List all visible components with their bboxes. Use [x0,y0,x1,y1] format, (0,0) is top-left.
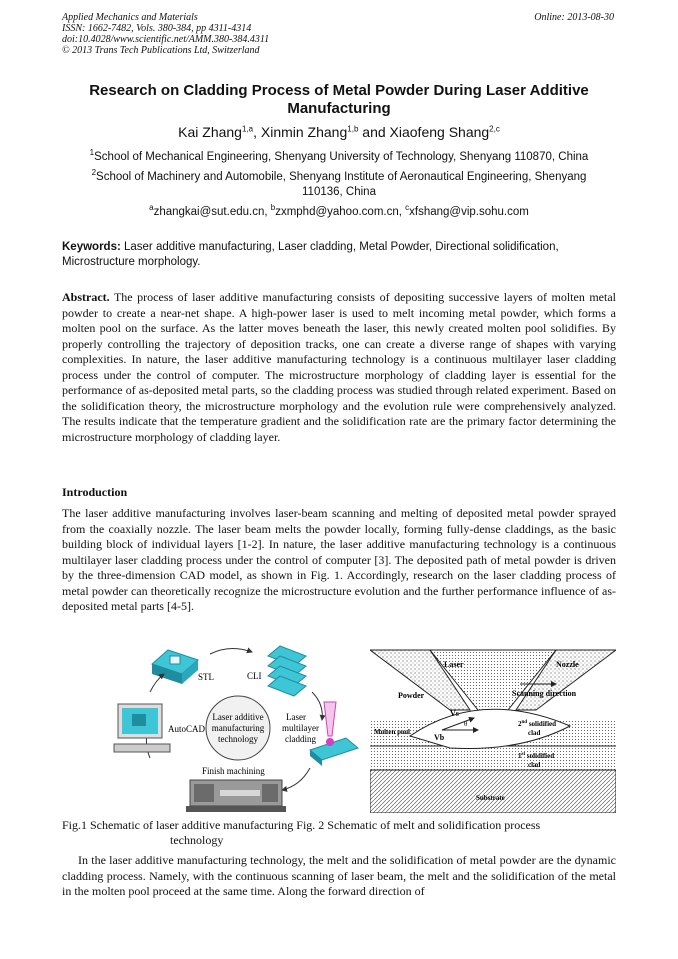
affiliation-text: School of Mechanical Engineering, Shenyang University of Technology, Shenyang 110870, China [94,151,589,163]
theta-label: θ [464,720,468,728]
vs-label: Vs [450,709,459,718]
center-label-line-3: technology [218,734,258,744]
cycle-arrow [210,648,252,654]
email-sup: b [270,203,276,213]
center-label-line-2: manufacturing [211,723,265,733]
abstract [62,290,616,445]
author-name: Kai Zhang [178,124,242,140]
keywords-text: Laser additive manufacturing, Laser cladding, Metal Powder, Directional solidification, Microstructure morphology. [62,241,559,268]
author-separator: and [358,124,390,140]
affiliation-sup: 2 [91,168,97,178]
keywords [62,240,616,270]
section-heading-introduction: Introduction [62,485,128,499]
journal-metadata [62,12,269,56]
autocad-label: AutoCAD [168,724,206,734]
cli-layers-icon [268,646,306,696]
clad-1-sup: st [521,752,526,757]
substrate-label: Substrate [476,794,505,802]
cli-label: CLI [247,671,262,681]
email-sup: c [405,203,410,213]
finish-machining-label: Finish machining [202,766,265,776]
paper-title [62,82,616,118]
laser-label-line-3: cladding [285,734,316,744]
journal-name: Applied Mechanics and Materials [62,12,198,23]
fig2-caption: Fig. 2 Schematic of melt and solidification process [293,818,541,832]
laser-label: Laser [444,660,464,669]
author-sup: 2,c [489,124,500,134]
copyright: © 2013 Trans Tech Publications Ltd, Switzerland [62,45,260,56]
title-line-2: Manufacturing [287,100,391,117]
nozzle-label: Nozzle [556,660,579,669]
author-separator: , [253,124,261,140]
laser-label-line-1: Laser [286,712,306,722]
clad-2-text: solidified [527,720,557,728]
email-sup: a [149,203,154,213]
clad-2-sup: nd [521,720,528,725]
cycle-arrow [312,692,322,720]
doi: doi:10.4028/www.scientific.net/AMM.380-384.4311 [62,34,270,45]
online-date: Online: 2013-08-30 [534,12,614,23]
scanning-direction-label: Scanning direction [512,689,577,698]
molten-pool-label: Molten pool [374,728,410,736]
author-sup: 1,b [347,124,359,134]
clad-1-number: 1 [518,752,522,760]
clad-2-number: 2 [518,720,522,728]
clad-1-line-2: clad [528,761,541,769]
title-line-1: Research on Cladding Process of Metal Powder During Laser Additive [89,82,589,99]
issn: ISSN: 1662-7482, Vols. 380-384, pp 4311-4314 [62,23,252,34]
stl-label: STL [198,672,215,682]
affiliation-text: School of Machinery and Automobile, Shenyang Institute of Aeronautical Engineering, Shenyang [96,171,587,183]
fig1-caption: Fig.1 Schematic of laser additive manufacturing [62,818,294,832]
body-paragraph: In the laser additive manufacturing technology, the melt and the solidification of metal powder are the dynamic cladding process. Namely, with the continuous scanning of laser beam, the melt and the solidification of the metal in the molten pool proceed at the same time. Along the forward direction of [62,853,616,898]
fig1-caption-line-2: technology [170,833,224,847]
computer-icon [114,704,170,752]
author-emails [62,203,616,218]
vb-label: Vb [434,733,445,742]
author-name: Xiaofeng Shang [389,124,490,140]
lathe-icon [186,780,286,812]
affiliation-sup: 1 [89,148,95,158]
affiliation-text: 110136, China [302,186,376,198]
powder-label: Powder [398,691,425,700]
abstract-label: Abstract. [62,290,110,304]
figure-1 [110,640,360,818]
email: zxmphd@yahoo.com.cn, [275,206,406,218]
author-name: Xinmin Zhang [260,124,348,140]
clad-1-text: solidified [525,752,555,760]
email: xfshang@vip.sohu.com [409,206,529,218]
clad-2-line-2: clad [528,729,541,737]
email: zhangkai@sut.edu.cn, [153,206,271,218]
laser-cladding-icon [310,702,358,766]
introduction-paragraph: The laser additive manufacturing involves laser-beam scanning and melting of deposited metal powder sprayed from the coaxially nozzle. The laser beam melts the powder locally, forming fully-dense claddings, as the basic building block of individual layers [1-2]. In nature, the laser additive manufacturing technology is a continuous multilayer laser cladding process under the control of computer [3]. The deposited path of metal powder is driven by the three-dimension CAD model, as shown in Fig. 1. Accordingly, research on the laser cladding process of metal powder can theoretically recognize the microstructure evolution and the further performance influence of as-deposited metal parts [4-5]. [62,506,616,613]
substrate-block [370,770,616,813]
figure-2 [370,648,616,813]
authors [62,124,616,140]
figure-captions [62,818,622,848]
abstract-text: The process of laser additive manufacturing consists of depositing successive layers of molten metal powder to create a near-net shape. A high-power laser is used to melt incoming metal powder, which forms a molten pool on the surface. As the latter moves beneath the laser, this newly created molten pool solidifies. By properly controlling the trajectory of deposition tracks, one can create a diverse range of shapes with varying complexities. In nature, the laser additive manufacturing technology is a continuous multilayer laser cladding process under the control of computer. The microstructure morphology of cladding layer is essential for the performance of as-deposited metal parts, so the cladding process was studied through related experiment. Based on the solidification theory, the microstructure morphology and the evolution rule were comprehensively analyzed. The results indicate that the temperature gradient and the solidification rate are the primary factor determining the microstructure morphology of cladding layer. [62,290,616,444]
affiliation-1 [62,150,616,165]
cycle-arrow [282,768,310,790]
center-label-line-1: Laser additive [212,712,264,722]
keywords-label: Keywords: [62,241,121,253]
author-sup: 1,a [241,124,254,134]
affiliation-2 [62,170,616,200]
laser-label-line-2: multilayer [282,723,319,733]
